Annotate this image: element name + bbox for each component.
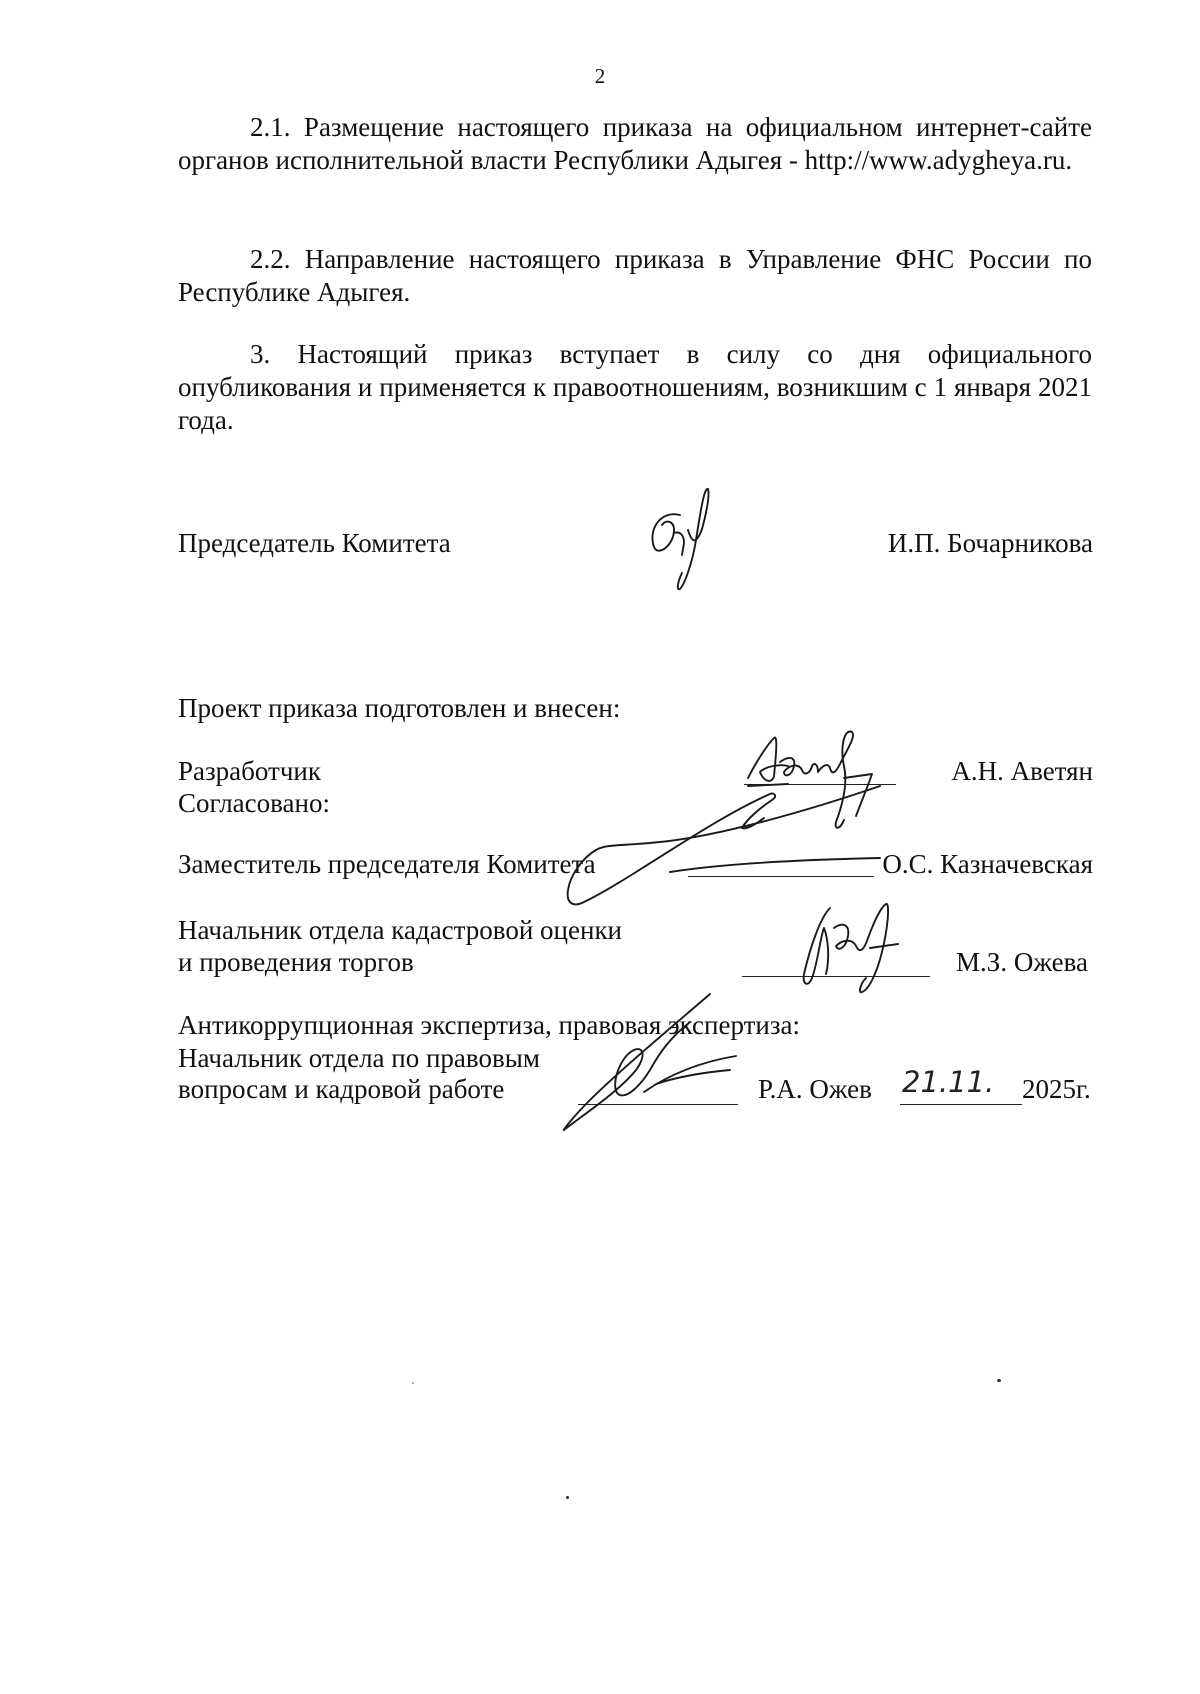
deputy-name: О.С. Казначевская bbox=[882, 849, 1093, 879]
developer-name: А.Н. Аветян bbox=[951, 756, 1093, 786]
agreed-label: Согласовано: bbox=[178, 788, 330, 818]
handwritten-date: 21.11. bbox=[902, 1065, 995, 1099]
developer-title: Разработчик bbox=[178, 756, 321, 786]
scan-speck bbox=[412, 1382, 414, 1384]
date-underline bbox=[900, 1104, 1022, 1105]
chair-signature bbox=[640, 485, 730, 595]
deputy-title: Заместитель председателя Комитета bbox=[178, 849, 596, 879]
year-suffix: 2025г. bbox=[1022, 1074, 1091, 1104]
chair-title: Председатель Комитета bbox=[178, 528, 451, 558]
cadastral-head-name: М.З. Ожева bbox=[956, 947, 1088, 977]
page-number: 2 bbox=[594, 64, 606, 88]
paragraph-2-2: 2.2. Направление настоящего приказа в Управление ФНС России по Республике Адыгея. bbox=[178, 244, 1092, 307]
legal-head-signature bbox=[560, 990, 750, 1140]
legal-head-name: Р.А. Ожев bbox=[758, 1074, 872, 1104]
paragraph-2-1: 2.1. Размещение настоящего приказа на официальном интернет-сайте органов исполнительной власти Республики Адыгея - http://www.adygheya.ru. bbox=[178, 112, 1092, 175]
scan-speck bbox=[566, 1496, 569, 1499]
scan-speck bbox=[997, 1379, 1001, 1382]
legal-head-title-line1: Начальник отдела по правовым bbox=[178, 1043, 540, 1073]
cadastral-head-title-line1: Начальник отдела кадастровой оценки bbox=[178, 915, 623, 945]
legal-head-title-line2: вопросам и кадровой работе bbox=[178, 1074, 505, 1104]
cadastral-head-title-line2: и проведения торгов bbox=[178, 947, 414, 977]
cadastral-head-signature bbox=[790, 898, 910, 998]
project-note: Проект приказа подготовлен и внесен: bbox=[178, 693, 621, 723]
expertise-label: Антикоррупционная экспертиза, правовая экспертиза: bbox=[178, 1010, 801, 1040]
paragraph-3: 3. Настоящий приказ вступает в силу со дня официального опубликования и применяется к правоотношениям, возникшим с 1 января 2021 года. bbox=[178, 339, 1092, 435]
chair-name: И.П. Бочарникова bbox=[887, 528, 1093, 558]
